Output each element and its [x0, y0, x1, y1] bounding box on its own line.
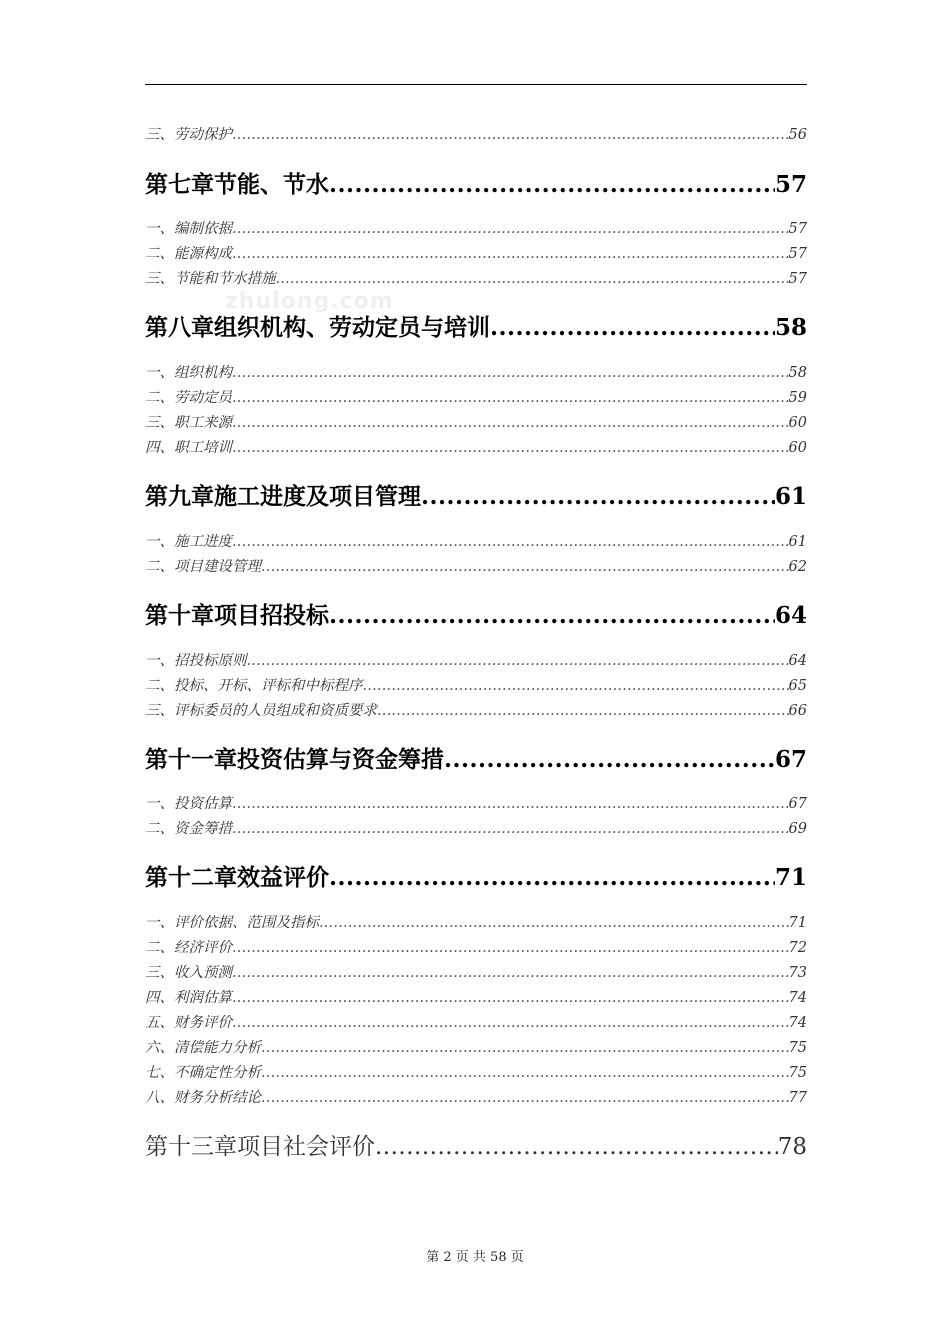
toc-page-number: 67: [788, 796, 807, 812]
toc-page-number: 57: [774, 171, 807, 198]
toc-section-entry[interactable]: [145, 937, 807, 959]
toc-page-number: 77: [788, 1090, 807, 1106]
toc-entry-title: 二、能源构成: [145, 246, 232, 262]
toc-page-number: 62: [788, 559, 807, 575]
toc-dot-leader: [232, 937, 789, 959]
toc-entry-title: 二、投标、开标、评标和中标程序: [145, 678, 363, 694]
toc-chapter-entry[interactable]: [145, 311, 807, 345]
toc-section-entry[interactable]: [145, 1012, 807, 1034]
toc-dot-leader: [377, 700, 789, 722]
toc-entry-title: 四、职工培训: [145, 440, 232, 456]
toc-page-number: 61: [774, 483, 807, 510]
toc-section-entry[interactable]: [145, 437, 807, 459]
toc-entry-title: 三、评标委员的人员组成和资质要求: [145, 703, 377, 719]
toc-entry-title: 五、财务评价: [145, 1015, 232, 1031]
toc-entry-title: 第十二章效益评价: [145, 864, 329, 891]
toc-dot-leader: [363, 675, 789, 697]
toc-page-number: 69: [788, 821, 807, 837]
toc-entry-title: 六、清偿能力分析: [145, 1040, 261, 1056]
toc-page-number: 64: [788, 653, 807, 669]
toc-dot-leader: [261, 1087, 789, 1109]
toc-section-entry[interactable]: [145, 818, 807, 840]
toc-entry-title: 一、招投标原则: [145, 653, 247, 669]
toc-page-number: 75: [788, 1040, 807, 1056]
toc-dot-leader: [232, 243, 789, 265]
toc-section-entry[interactable]: [145, 793, 807, 815]
toc-dot-leader: [261, 1037, 789, 1059]
toc-entry-title: 第十章项目招投标: [145, 602, 329, 629]
toc-dot-leader: [232, 387, 789, 409]
toc-entry-title: 三、职工来源: [145, 415, 232, 431]
toc-page-number: 74: [788, 1015, 807, 1031]
toc-section-entry[interactable]: [145, 1062, 807, 1084]
toc-chapter-entry[interactable]: [145, 599, 807, 633]
toc-chapter-entry[interactable]: [145, 168, 807, 202]
page-footer: 第 2 页 共 58 页: [426, 1250, 524, 1265]
header-rule: [145, 84, 807, 85]
toc-section-entry[interactable]: [145, 268, 807, 290]
toc-entry-title: 四、利润估算: [145, 990, 232, 1006]
toc-dot-leader: [247, 650, 789, 672]
toc-page-number: 58: [774, 314, 807, 341]
toc-page-number: 71: [774, 864, 807, 891]
toc-dot-leader: [232, 437, 789, 459]
toc-entry-title: 第七章节能、节水: [145, 171, 329, 198]
toc-section-entry[interactable]: [145, 531, 807, 553]
toc-page-number: 66: [788, 703, 807, 719]
toc-dot-leader: [276, 268, 789, 290]
toc-page-number: 57: [788, 271, 807, 287]
toc-dot-leader: [490, 311, 775, 345]
toc-dot-leader: [232, 818, 789, 840]
toc-entry-title: 一、编制依据: [145, 221, 232, 237]
toc-entry-title: 第八章组织机构、劳动定员与培训: [145, 314, 490, 341]
toc-entry-title: 一、投资估算: [145, 796, 232, 812]
toc-section-entry[interactable]: [145, 412, 807, 434]
toc-dot-leader: [319, 912, 789, 934]
toc-entry-title: 第十三章项目社会评价: [145, 1134, 375, 1160]
toc-section-entry[interactable]: [145, 912, 807, 934]
toc-page-number: 78: [777, 1134, 807, 1160]
toc-entry-title: 二、资金筹措: [145, 821, 232, 837]
toc-section-entry[interactable]: [145, 387, 807, 409]
toc-dot-leader: [232, 362, 789, 384]
toc-dot-leader: [421, 480, 775, 514]
toc-entry-title: 第九章施工进度及项目管理: [145, 483, 421, 510]
toc-entry-title: 三、节能和节水措施: [145, 271, 276, 287]
toc-dot-leader: [261, 556, 789, 578]
toc-page-number: 57: [788, 246, 807, 262]
toc-section-entry[interactable]: [145, 362, 807, 384]
toc-section-entry[interactable]: [145, 1037, 807, 1059]
toc-entry-title: 二、劳动定员: [145, 390, 232, 406]
toc-page-number: 56: [788, 127, 807, 143]
toc-page-number: 67: [774, 746, 807, 773]
toc-entry-title: 八、财务分析结论: [145, 1090, 261, 1106]
toc-dot-leader: [232, 962, 789, 984]
toc-entry-title: 二、经济评价: [145, 940, 232, 956]
toc-dot-leader: [329, 599, 775, 633]
toc-page-number: 75: [788, 1065, 807, 1081]
toc-dot-leader: [261, 1062, 789, 1084]
toc-entry-title: 二、项目建设管理: [145, 559, 261, 575]
toc-page-number: 64: [774, 602, 807, 629]
toc-dot-leader: [329, 861, 775, 895]
toc-entry-title: 三、收入预测: [145, 965, 232, 981]
toc-chapter-entry[interactable]: [145, 1130, 807, 1164]
toc-section-entry[interactable]: [145, 987, 807, 1009]
toc-page-number: 59: [788, 390, 807, 406]
toc-page-number: 72: [788, 940, 807, 956]
toc-dot-leader: [444, 743, 775, 777]
toc-dot-leader: [232, 218, 789, 240]
toc-entry-title: 一、组织机构: [145, 365, 232, 381]
toc-section-entry[interactable]: [145, 124, 807, 146]
toc-chapter-entry[interactable]: [145, 743, 807, 777]
toc-page-number: 61: [788, 534, 807, 550]
toc-dot-leader: [232, 987, 789, 1009]
toc-dot-leader: [375, 1130, 778, 1164]
toc-section-entry[interactable]: [145, 1087, 807, 1109]
toc-entry-title: 第十一章投资估算与资金筹措: [145, 746, 444, 773]
toc-page-number: 71: [788, 915, 807, 931]
toc-chapter-entry[interactable]: [145, 480, 807, 514]
toc-entry-title: 一、评价依据、范围及指标: [145, 915, 319, 931]
watermark: zhulong.com: [225, 289, 394, 314]
toc-dot-leader: [232, 1012, 789, 1034]
toc-page-number: 73: [788, 965, 807, 981]
toc-section-entry[interactable]: [145, 700, 807, 722]
toc-section-entry[interactable]: [145, 218, 807, 240]
toc-page-number: 60: [788, 415, 807, 431]
toc-section-entry[interactable]: [145, 962, 807, 984]
toc-dot-leader: [329, 168, 775, 202]
toc-dot-leader: [232, 412, 789, 434]
toc-page-number: 58: [788, 365, 807, 381]
toc-page-number: 57: [788, 221, 807, 237]
toc-section-entry[interactable]: [145, 243, 807, 265]
toc-page-number: 65: [788, 678, 807, 694]
toc-section-entry[interactable]: [145, 556, 807, 578]
toc-section-entry[interactable]: [145, 675, 807, 697]
toc-chapter-entry[interactable]: [145, 861, 807, 895]
toc-entry-title: 七、不确定性分析: [145, 1065, 261, 1081]
toc-dot-leader: [232, 124, 789, 146]
toc-dot-leader: [232, 531, 789, 553]
toc-page-number: 74: [788, 990, 807, 1006]
toc-section-entry[interactable]: [145, 650, 807, 672]
toc-entry-title: 三、劳动保护: [145, 127, 232, 143]
toc-entry-title: 一、施工进度: [145, 534, 232, 550]
toc-page-number: 60: [788, 440, 807, 456]
toc-dot-leader: [232, 793, 789, 815]
